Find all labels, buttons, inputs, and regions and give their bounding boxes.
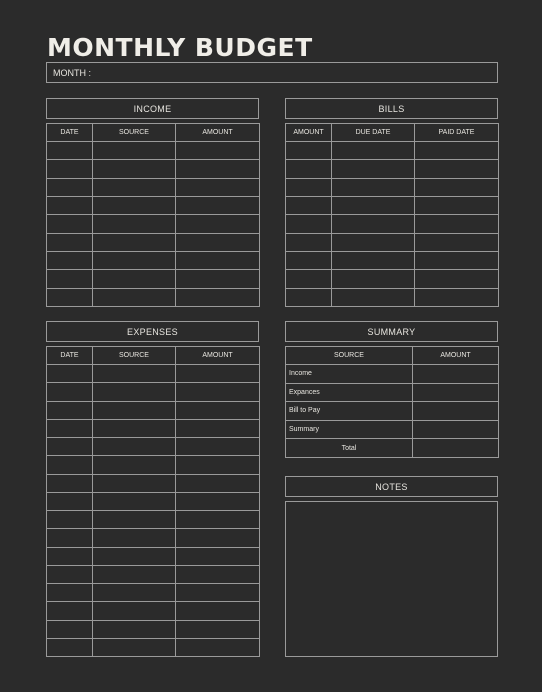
table-cell[interactable]	[93, 288, 176, 306]
table-cell[interactable]	[47, 474, 93, 492]
table-cell[interactable]	[47, 270, 93, 288]
income-col-amount: AMOUNT	[176, 124, 260, 142]
table-cell[interactable]	[47, 365, 93, 383]
table-cell[interactable]	[47, 142, 93, 160]
table-row	[47, 365, 260, 383]
table-cell[interactable]	[47, 565, 93, 583]
table-cell[interactable]	[93, 620, 176, 638]
table-cell[interactable]	[176, 492, 260, 510]
table-cell[interactable]	[286, 215, 332, 233]
table-row	[47, 547, 260, 565]
table-row	[47, 383, 260, 401]
table-row	[47, 584, 260, 602]
table-row	[47, 529, 260, 547]
table-cell[interactable]	[47, 178, 93, 196]
summary-heading: SUMMARY	[285, 321, 498, 342]
income-table	[46, 123, 260, 307]
table-cell[interactable]	[47, 419, 93, 437]
summary-col-amount: AMOUNT	[413, 347, 499, 365]
table-cell[interactable]	[47, 492, 93, 510]
month-field[interactable]	[46, 62, 498, 83]
summary-row-total	[286, 439, 499, 458]
table-cell[interactable]	[332, 215, 415, 233]
table-cell[interactable]	[47, 215, 93, 233]
table-cell[interactable]	[176, 196, 260, 214]
table-cell[interactable]	[332, 160, 415, 178]
table-row	[286, 270, 499, 288]
notes-area[interactable]	[285, 501, 498, 657]
table-cell[interactable]	[332, 196, 415, 214]
table-cell[interactable]	[176, 456, 260, 474]
table-cell[interactable]	[47, 438, 93, 456]
income-heading: INCOME	[46, 98, 259, 119]
table-cell[interactable]	[415, 215, 499, 233]
table-cell[interactable]	[286, 160, 332, 178]
table-cell[interactable]	[93, 474, 176, 492]
table-row	[286, 233, 499, 251]
table-row	[47, 401, 260, 419]
table-row	[286, 215, 499, 233]
table-cell[interactable]	[176, 270, 260, 288]
summary-amount-cell[interactable]	[413, 420, 499, 439]
table-cell[interactable]	[93, 438, 176, 456]
bills-table	[285, 123, 499, 307]
table-cell[interactable]	[176, 565, 260, 583]
table-cell[interactable]	[47, 288, 93, 306]
table-row	[47, 160, 260, 178]
summary-row-expances	[286, 383, 499, 402]
expenses-col-amount: AMOUNT	[176, 347, 260, 365]
table-cell[interactable]	[176, 142, 260, 160]
expenses-table	[46, 346, 260, 657]
table-cell[interactable]	[47, 584, 93, 602]
table-cell[interactable]	[415, 142, 499, 160]
table-row	[47, 492, 260, 510]
table-row	[47, 620, 260, 638]
table-cell[interactable]	[47, 456, 93, 474]
table-cell[interactable]	[176, 178, 260, 196]
table-cell[interactable]	[47, 401, 93, 419]
notes-heading: NOTES	[285, 476, 498, 497]
table-row	[286, 288, 499, 306]
table-row	[47, 233, 260, 251]
table-cell[interactable]	[47, 547, 93, 565]
table-row	[47, 511, 260, 529]
table-cell[interactable]	[176, 547, 260, 565]
table-cell[interactable]	[176, 620, 260, 638]
summary-col-source: SOURCE	[286, 347, 413, 365]
table-cell[interactable]	[47, 602, 93, 620]
summary-label: Summary	[286, 420, 413, 439]
table-cell[interactable]	[47, 511, 93, 529]
table-cell[interactable]	[93, 492, 176, 510]
table-cell[interactable]	[93, 251, 176, 269]
expenses-col-date: DATE	[47, 347, 93, 365]
bills-col-amount: AMOUNT	[286, 124, 332, 142]
table-row	[47, 288, 260, 306]
table-cell[interactable]	[47, 160, 93, 178]
table-row	[47, 602, 260, 620]
table-cell[interactable]	[176, 288, 260, 306]
summary-total-cell[interactable]	[413, 439, 499, 458]
month-label: MONTH :	[53, 68, 91, 78]
page-title: MONTHLY BUDGET	[47, 33, 313, 62]
table-cell[interactable]	[332, 288, 415, 306]
table-cell[interactable]	[176, 419, 260, 437]
bills-heading: BILLS	[285, 98, 498, 119]
table-cell[interactable]	[93, 196, 176, 214]
table-row	[47, 142, 260, 160]
table-cell[interactable]	[176, 638, 260, 656]
summary-row-summary	[286, 420, 499, 439]
table-cell[interactable]	[93, 160, 176, 178]
table-cell[interactable]	[176, 215, 260, 233]
table-row	[47, 215, 260, 233]
summary-total-label: Total	[286, 439, 413, 458]
table-row	[47, 438, 260, 456]
summary-row-income	[286, 365, 499, 384]
table-cell[interactable]	[415, 251, 499, 269]
table-cell[interactable]	[176, 401, 260, 419]
table-cell[interactable]	[93, 638, 176, 656]
table-cell[interactable]	[176, 233, 260, 251]
table-cell[interactable]	[93, 602, 176, 620]
table-cell[interactable]	[415, 270, 499, 288]
table-cell[interactable]	[176, 383, 260, 401]
table-cell[interactable]	[93, 215, 176, 233]
table-row	[47, 474, 260, 492]
table-cell[interactable]	[93, 270, 176, 288]
table-cell[interactable]	[47, 233, 93, 251]
table-cell[interactable]	[93, 178, 176, 196]
expenses-col-source: SOURCE	[93, 347, 176, 365]
table-cell[interactable]	[415, 178, 499, 196]
table-cell[interactable]	[286, 251, 332, 269]
table-cell[interactable]	[176, 529, 260, 547]
table-cell[interactable]	[93, 529, 176, 547]
table-cell[interactable]	[47, 620, 93, 638]
table-row	[47, 270, 260, 288]
table-cell[interactable]	[176, 602, 260, 620]
table-cell[interactable]	[176, 365, 260, 383]
table-cell[interactable]	[286, 233, 332, 251]
table-cell[interactable]	[332, 178, 415, 196]
table-cell[interactable]	[93, 401, 176, 419]
table-cell[interactable]	[47, 383, 93, 401]
table-cell[interactable]	[176, 584, 260, 602]
table-cell[interactable]	[93, 365, 176, 383]
income-col-date: DATE	[47, 124, 93, 142]
table-row	[286, 178, 499, 196]
table-cell[interactable]	[93, 142, 176, 160]
summary-amount-cell[interactable]	[413, 383, 499, 402]
table-row	[286, 251, 499, 269]
table-cell[interactable]	[415, 288, 499, 306]
table-row	[47, 196, 260, 214]
table-cell[interactable]	[415, 196, 499, 214]
table-cell[interactable]	[332, 270, 415, 288]
table-cell[interactable]	[47, 196, 93, 214]
table-row	[47, 565, 260, 583]
income-col-source: SOURCE	[93, 124, 176, 142]
summary-label: Bill to Pay	[286, 402, 413, 421]
table-cell[interactable]	[176, 511, 260, 529]
table-row	[47, 419, 260, 437]
summary-label: Income	[286, 365, 413, 384]
table-row	[286, 142, 499, 160]
summary-amount-cell[interactable]	[413, 365, 499, 384]
summary-label: Expances	[286, 383, 413, 402]
summary-table	[285, 346, 499, 458]
table-cell[interactable]	[176, 474, 260, 492]
bills-col-paid-date: PAID DATE	[415, 124, 499, 142]
table-cell[interactable]	[93, 456, 176, 474]
table-row	[47, 251, 260, 269]
table-row	[47, 456, 260, 474]
table-cell[interactable]	[415, 160, 499, 178]
table-cell[interactable]	[176, 251, 260, 269]
table-cell[interactable]	[332, 233, 415, 251]
table-cell[interactable]	[93, 565, 176, 583]
table-cell[interactable]	[93, 233, 176, 251]
table-row	[47, 178, 260, 196]
table-cell[interactable]	[286, 288, 332, 306]
table-cell[interactable]	[93, 584, 176, 602]
table-cell[interactable]	[47, 638, 93, 656]
table-cell[interactable]	[176, 438, 260, 456]
table-cell[interactable]	[93, 383, 176, 401]
table-cell[interactable]	[93, 419, 176, 437]
table-row	[286, 196, 499, 214]
table-cell[interactable]	[332, 251, 415, 269]
summary-row-bill-to-pay	[286, 402, 499, 421]
bills-col-due-date: DUE DATE	[332, 124, 415, 142]
table-cell[interactable]	[47, 529, 93, 547]
table-cell[interactable]	[286, 270, 332, 288]
table-cell[interactable]	[286, 196, 332, 214]
summary-amount-cell[interactable]	[413, 402, 499, 421]
table-cell[interactable]	[286, 142, 332, 160]
table-cell[interactable]	[93, 547, 176, 565]
expenses-heading: EXPENSES	[46, 321, 259, 342]
table-cell[interactable]	[176, 160, 260, 178]
table-cell[interactable]	[332, 142, 415, 160]
table-cell[interactable]	[93, 511, 176, 529]
table-cell[interactable]	[415, 233, 499, 251]
table-cell[interactable]	[47, 251, 93, 269]
table-row	[286, 160, 499, 178]
table-row	[47, 638, 260, 656]
table-cell[interactable]	[286, 178, 332, 196]
